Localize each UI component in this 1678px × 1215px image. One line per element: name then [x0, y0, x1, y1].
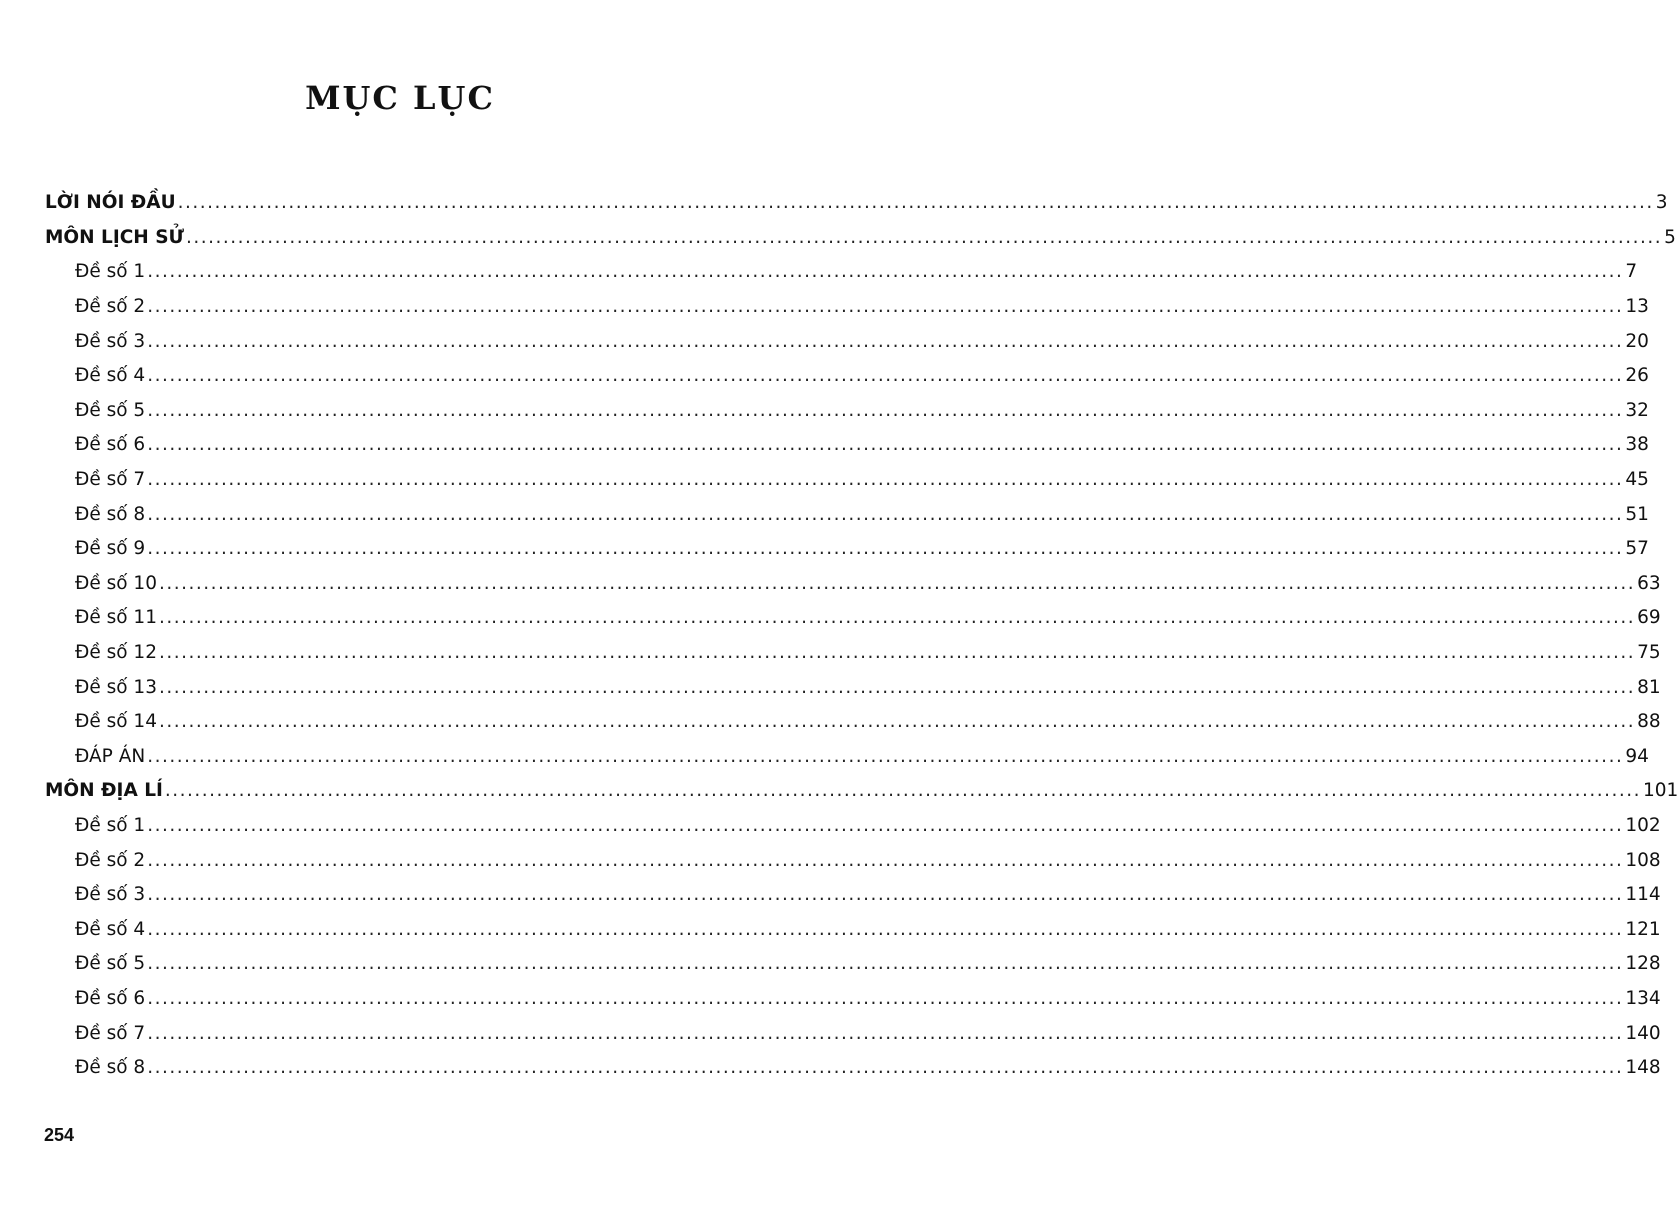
- toc-entry-page: 94: [1625, 745, 1649, 767]
- toc-entry-label: MÔN LỊCH SỬ: [45, 226, 185, 248]
- toc-entry-page: 5: [1664, 226, 1676, 248]
- toc-entry-page: 38: [1625, 434, 1649, 456]
- toc-entry-page: 128: [1625, 953, 1661, 975]
- toc-leader-dots: ........................................................................................................................................................................................................: [147, 296, 1624, 318]
- toc-entry[interactable]: [75, 532, 1649, 567]
- toc-leader-dots: ........................................................................................................................................................................................................: [147, 434, 1624, 456]
- toc-entry-label: Đề số 4: [75, 918, 146, 940]
- toc-entry[interactable]: [75, 636, 1661, 671]
- toc-entry-page: 102: [1625, 814, 1661, 836]
- toc-leader-dots: ........................................................................................................................................................................................................: [164, 780, 1641, 802]
- toc-leader-dots: ........................................................................................................................................................................................................: [147, 849, 1624, 871]
- toc-entry-label: Đề số 10: [75, 572, 157, 594]
- toc-entry[interactable]: [75, 843, 1661, 878]
- toc-entry-label: Đề số 14: [75, 711, 157, 733]
- toc-entry-label: Đề số 6: [75, 987, 146, 1009]
- toc-entry-label: Đề số 13: [75, 676, 157, 698]
- toc-entry-page: 3: [1655, 192, 1668, 214]
- toc-section-entry[interactable]: [45, 186, 1668, 221]
- toc-leader-dots: ........................................................................................................................................................................................................: [186, 226, 1663, 248]
- toc-entry-label: Đề số 4: [75, 365, 146, 387]
- toc-entry-label: Đề số 5: [75, 399, 146, 421]
- toc-leader-dots: ........................................................................................................................................................................................................: [158, 711, 1636, 733]
- toc-entry[interactable]: [75, 1016, 1661, 1051]
- toc-entry-page: 75: [1637, 642, 1661, 664]
- toc-entry-label: Đề số 3: [75, 884, 146, 906]
- toc-entry[interactable]: [75, 912, 1661, 947]
- toc-entry-label: ĐÁP ÁN: [75, 745, 146, 767]
- toc-entry-page: 114: [1625, 884, 1661, 906]
- toc-entry-label: Đề số 12: [75, 642, 157, 664]
- toc-entry-page: 45: [1625, 469, 1649, 491]
- toc-entry[interactable]: [75, 359, 1649, 394]
- toc-entry-label: Đề số 7: [75, 469, 146, 491]
- toc-leader-dots: ........................................................................................................................................................................................................: [147, 399, 1624, 421]
- toc-leader-dots: ........................................................................................................................................................................................................: [147, 953, 1624, 975]
- toc-entry-page: 121: [1625, 918, 1661, 940]
- toc-leader-dots: ........................................................................................................................................................................................................: [147, 814, 1624, 836]
- toc-entry-label: Đề số 7: [75, 1022, 146, 1044]
- toc-entry[interactable]: [75, 878, 1661, 913]
- toc-entry-page: 108: [1625, 849, 1661, 871]
- toc-entry[interactable]: [75, 497, 1649, 532]
- toc-section-entry[interactable]: [45, 221, 1676, 256]
- toc-entry[interactable]: [75, 324, 1649, 359]
- toc-entry[interactable]: [75, 809, 1661, 844]
- toc-leader-dots: ........................................................................................................................................................................................................: [147, 330, 1624, 352]
- toc-entry-label: Đề số 9: [75, 538, 146, 560]
- toc-entry-page: 63: [1637, 572, 1661, 594]
- toc-entry[interactable]: [75, 705, 1661, 740]
- toc-entry-label: MÔN ĐỊA LÍ: [45, 780, 163, 802]
- toc-entry-page: 134: [1625, 987, 1661, 1009]
- toc-entry-label: Đề số 2: [75, 296, 146, 318]
- toc-entry[interactable]: [75, 567, 1661, 602]
- toc-leader-dots: ........................................................................................................................................................................................................: [147, 987, 1624, 1009]
- toc-entry-page: 57: [1625, 538, 1649, 560]
- toc-entry[interactable]: [75, 1051, 1661, 1086]
- toc-leader-dots: ........................................................................................................................................................................................................: [147, 469, 1624, 491]
- toc-entry[interactable]: [75, 255, 1638, 290]
- page-number: 254: [44, 1125, 75, 1145]
- toc-entry-page: 81: [1637, 676, 1661, 698]
- toc-leader-dots: ........................................................................................................................................................................................................: [158, 607, 1636, 629]
- toc-entry-page: 32: [1625, 399, 1649, 421]
- toc-leader-dots: ........................................................................................................................................................................................................: [147, 503, 1624, 525]
- toc-entry-page: 13: [1625, 296, 1649, 318]
- toc-entry-page: 69: [1637, 607, 1661, 629]
- toc-entry-label: Đề số 8: [75, 503, 146, 525]
- toc-leader-dots: ........................................................................................................................................................................................................: [147, 884, 1624, 906]
- toc-entry-page: 26: [1625, 365, 1649, 387]
- toc-entry-label: Đề số 1: [75, 814, 146, 836]
- toc-entry[interactable]: [75, 290, 1649, 325]
- toc-leader-dots: ........................................................................................................................................................................................................: [147, 745, 1624, 767]
- toc-entry-label: Đề số 11: [75, 607, 157, 629]
- toc-entry-page: 148: [1625, 1057, 1661, 1079]
- toc-leader-dots: ........................................................................................................................................................................................................: [147, 365, 1624, 387]
- toc-leader-dots: ........................................................................................................................................................................................................: [177, 192, 1654, 214]
- toc-entry-page: 140: [1625, 1022, 1661, 1044]
- toc-leader-dots: ........................................................................................................................................................................................................: [147, 538, 1624, 560]
- toc-entry[interactable]: [75, 670, 1661, 705]
- toc-leader-dots: ........................................................................................................................................................................................................: [147, 918, 1624, 940]
- toc-entry-label: Đề số 2: [75, 849, 146, 871]
- toc-entry-page: 51: [1625, 503, 1649, 525]
- toc-entry-page: 101: [1643, 780, 1678, 802]
- toc-section-entry[interactable]: [45, 774, 1678, 809]
- table-of-contents: [0, 186, 1678, 1085]
- toc-entry[interactable]: [75, 394, 1649, 429]
- toc-leader-dots: ........................................................................................................................................................................................................: [147, 261, 1624, 283]
- toc-entry-label: Đề số 5: [75, 953, 146, 975]
- toc-leader-dots: ........................................................................................................................................................................................................: [158, 676, 1636, 698]
- toc-leader-dots: ........................................................................................................................................................................................................: [147, 1057, 1624, 1079]
- toc-entry-label: LỜI NÓI ĐẦU: [45, 192, 176, 214]
- toc-entry-label: Đề số 6: [75, 434, 146, 456]
- toc-leader-dots: ........................................................................................................................................................................................................: [158, 572, 1636, 594]
- toc-entry-page: 7: [1625, 261, 1638, 283]
- toc-leader-dots: ........................................................................................................................................................................................................: [147, 1022, 1624, 1044]
- toc-entry-page: 88: [1637, 711, 1661, 733]
- toc-entry[interactable]: [75, 982, 1661, 1017]
- toc-entry-label: Đề số 1: [75, 261, 146, 283]
- page-title: MỤC LỤC: [305, 79, 495, 117]
- toc-entry-label: Đề số 8: [75, 1057, 146, 1079]
- toc-entry[interactable]: [75, 947, 1661, 982]
- toc-entry[interactable]: [75, 740, 1649, 775]
- toc-entry[interactable]: [75, 463, 1649, 498]
- toc-entry[interactable]: [75, 428, 1649, 463]
- toc-leader-dots: ........................................................................................................................................................................................................: [158, 642, 1636, 664]
- toc-entry-label: Đề số 3: [75, 330, 146, 352]
- toc-entry-page: 20: [1625, 330, 1649, 352]
- toc-entry[interactable]: [75, 601, 1661, 636]
